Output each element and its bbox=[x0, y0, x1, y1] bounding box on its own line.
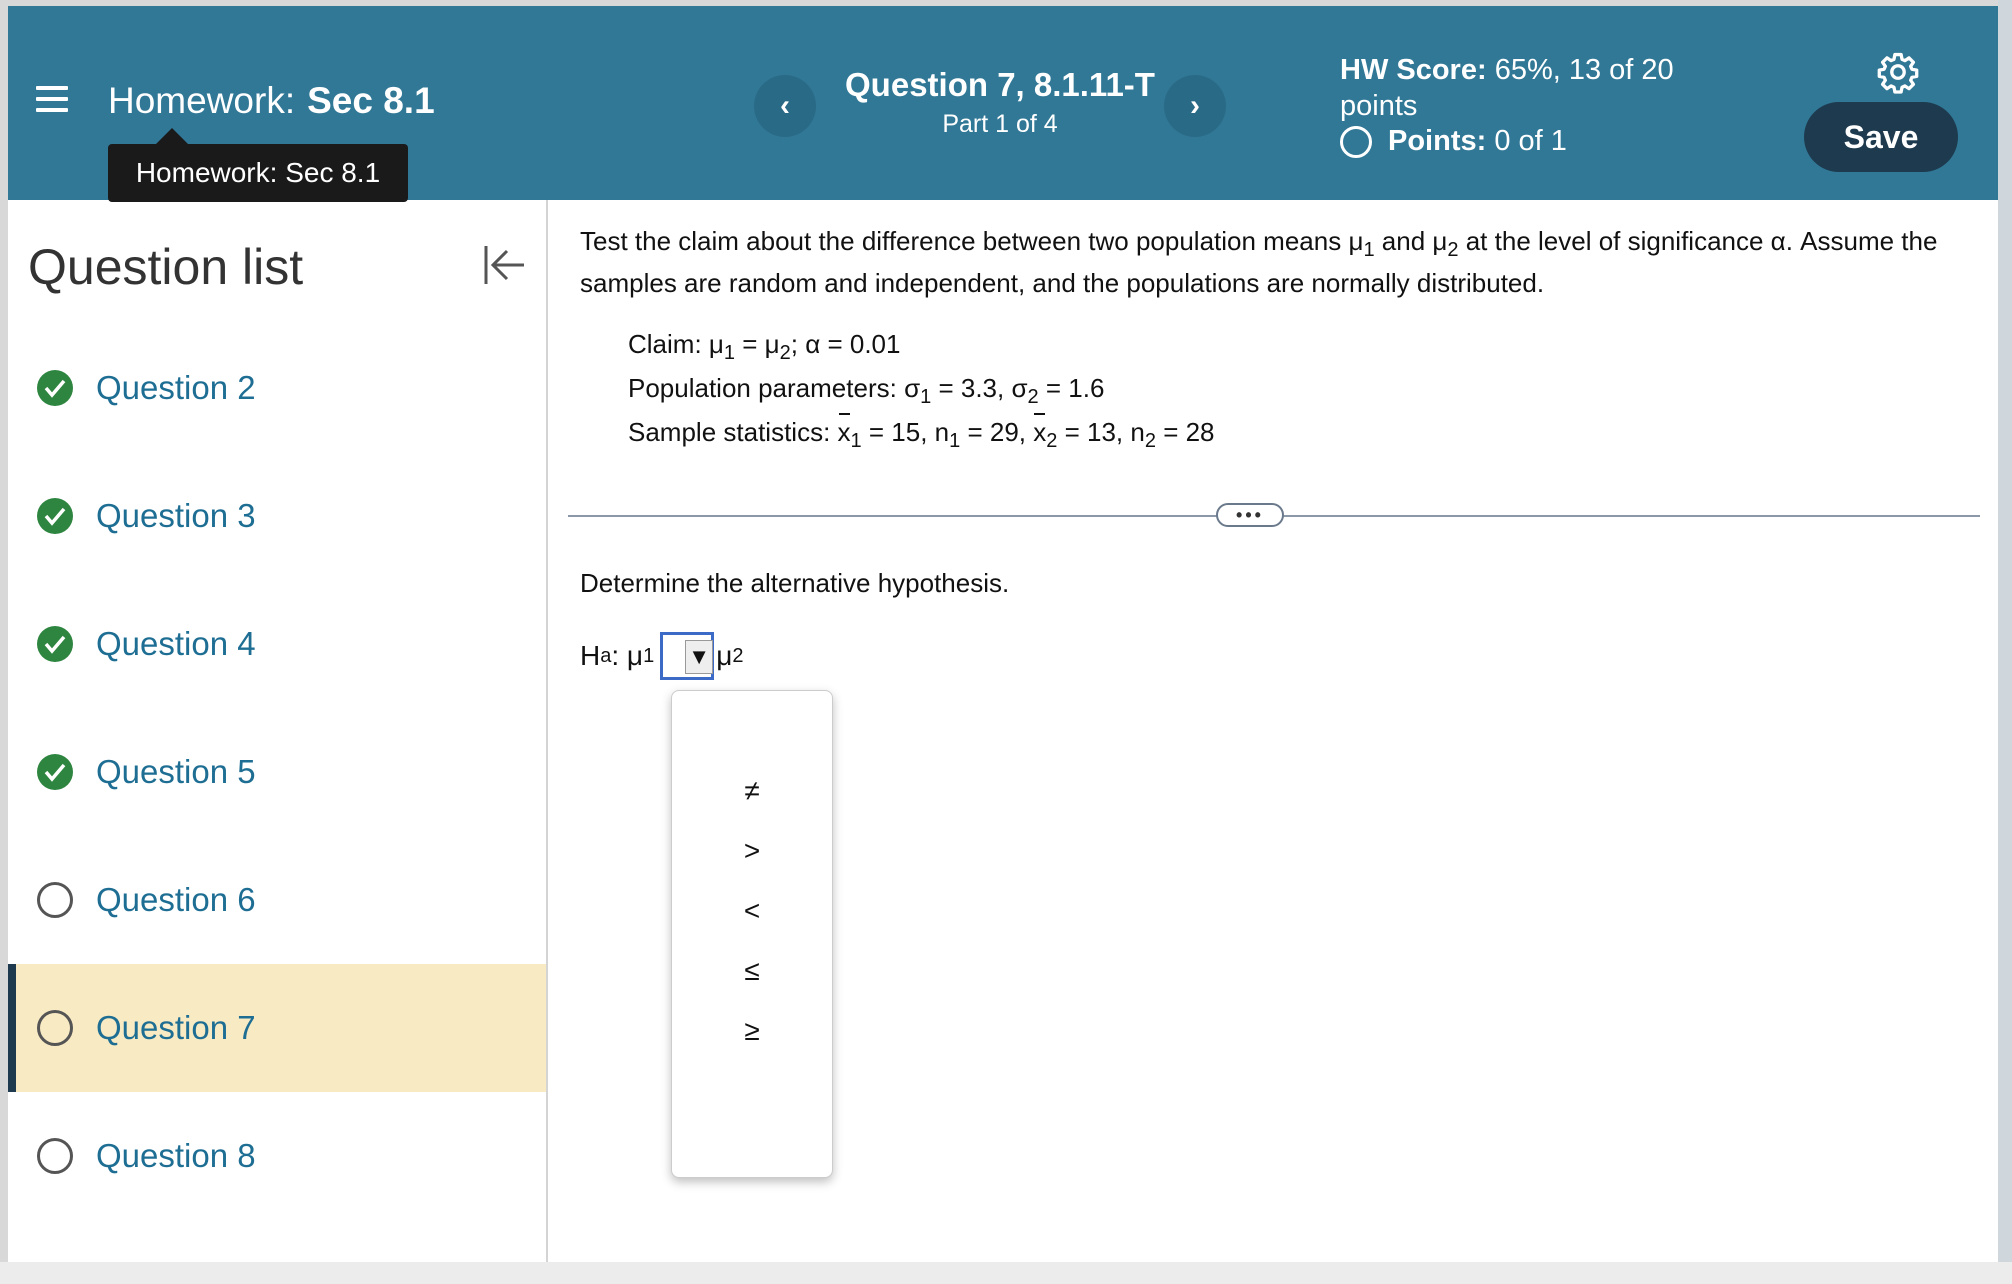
params-text: = 1.6 bbox=[1038, 373, 1105, 403]
points-value: 0 of 1 bbox=[1494, 125, 1567, 157]
question-item-label: Question 8 bbox=[96, 1137, 256, 1174]
question-content bbox=[548, 200, 1998, 1262]
alternative-hypothesis-row: H a : μ 1 ▼ μ 2 bbox=[580, 632, 743, 680]
subscript: 1 bbox=[1363, 239, 1375, 261]
checkmark-circle-icon bbox=[36, 753, 74, 791]
subscript: 1 bbox=[723, 342, 736, 364]
empty-circle-icon bbox=[36, 881, 74, 919]
question-part: Part 1 of 4 bbox=[942, 110, 1058, 138]
sigma-symbol: σ bbox=[904, 373, 921, 403]
option-less-than[interactable]: < bbox=[743, 895, 761, 926]
option-greater-equal[interactable]: ≥ bbox=[744, 1015, 760, 1046]
question-item-label: Question 2 bbox=[96, 369, 256, 406]
relation-select[interactable] bbox=[660, 632, 714, 680]
subscript: 2 bbox=[1144, 430, 1156, 452]
dropdown-arrow-icon: ▼ bbox=[685, 640, 713, 674]
question-item-2[interactable] bbox=[8, 324, 546, 452]
question-item-4[interactable] bbox=[8, 580, 546, 708]
option-greater-than[interactable]: > bbox=[743, 835, 761, 866]
save-button[interactable]: Save bbox=[1804, 102, 1958, 172]
gear-icon[interactable] bbox=[1876, 50, 1920, 94]
question-item-3[interactable] bbox=[8, 452, 546, 580]
checkmark-circle-icon bbox=[36, 625, 74, 663]
homework-tooltip: Homework: Sec 8.1 bbox=[108, 144, 408, 202]
claim-text: = μ bbox=[735, 329, 780, 359]
relation-dropdown-menu bbox=[671, 690, 833, 1178]
hw-score bbox=[1340, 52, 1690, 124]
homework-title[interactable] bbox=[108, 80, 435, 122]
intro-text: Test the claim about the difference between two population means μ bbox=[580, 226, 1364, 256]
checkmark-circle-icon bbox=[36, 369, 74, 407]
claim-text: ; α = 0.01 bbox=[790, 329, 901, 359]
next-question-button[interactable] bbox=[1164, 75, 1226, 137]
points-label: Points: bbox=[1388, 125, 1487, 157]
chevron-left-icon: ‹ bbox=[780, 89, 790, 122]
claim-line bbox=[628, 322, 1215, 366]
question-item-label: Question 6 bbox=[96, 881, 256, 918]
subscript: 1 bbox=[850, 430, 862, 452]
hw-score-value: 65%, 13 of 20 points bbox=[1340, 54, 1674, 122]
question-item-8[interactable] bbox=[8, 1092, 546, 1220]
hypothesis-h: H bbox=[580, 640, 601, 671]
subscript: 2 bbox=[779, 342, 791, 364]
question-instructions bbox=[580, 220, 1980, 304]
claim-label: Claim: bbox=[628, 329, 702, 359]
x-bar-symbol: x bbox=[1033, 410, 1046, 454]
intro-text: at the level of significance α. Assume the samples are random and independent, and the populations are normally distributed. bbox=[580, 226, 1938, 298]
points-status-icon bbox=[1340, 126, 1372, 158]
window-edge bbox=[1998, 0, 2012, 1284]
menu-icon[interactable] bbox=[36, 86, 68, 112]
app-window bbox=[8, 6, 1998, 1262]
subscript: 2 bbox=[1447, 239, 1459, 261]
subscript: 1 bbox=[949, 430, 961, 452]
subscript: 2 bbox=[1046, 430, 1058, 452]
empty-circle-icon bbox=[36, 1137, 74, 1175]
params-text: = 3.3, σ bbox=[931, 373, 1028, 403]
question-item-6[interactable] bbox=[8, 836, 546, 964]
points-status bbox=[1340, 125, 1567, 158]
hypothesis-text: : μ bbox=[611, 640, 644, 671]
stats-text: = 29, bbox=[960, 417, 1034, 447]
x-bar-symbol: x bbox=[838, 410, 851, 454]
mu-symbol: μ bbox=[716, 640, 733, 671]
population-parameters-line bbox=[628, 366, 1215, 410]
stats-text: = 13, n bbox=[1057, 417, 1145, 447]
given-information bbox=[628, 322, 1215, 454]
subscript: 1 bbox=[920, 386, 932, 408]
question-list-panel bbox=[8, 200, 548, 1262]
question-item-7-current[interactable] bbox=[8, 964, 546, 1092]
stats-text: = 28 bbox=[1155, 417, 1215, 447]
question-prompt: Determine the alternative hypothesis. bbox=[580, 568, 1010, 598]
stats-label: Sample statistics: bbox=[628, 417, 831, 447]
subscript: 2 bbox=[1027, 386, 1039, 408]
question-item-label: Question 7 bbox=[96, 1009, 256, 1046]
empty-circle-icon bbox=[36, 1009, 74, 1047]
question-item-label: Question 4 bbox=[96, 625, 256, 662]
checkmark-circle-icon bbox=[36, 497, 74, 535]
question-item-label: Question 3 bbox=[96, 497, 256, 534]
mu-symbol: μ bbox=[708, 329, 724, 359]
homework-section: Sec 8.1 bbox=[307, 80, 435, 121]
sample-statistics-line bbox=[628, 410, 1215, 454]
option-not-equal[interactable]: ≠ bbox=[744, 775, 760, 806]
intro-text: and μ bbox=[1374, 226, 1448, 256]
expand-handle[interactable]: ••• bbox=[1216, 503, 1284, 527]
question-item-label: Question 5 bbox=[96, 753, 256, 790]
params-label: Population parameters: bbox=[628, 373, 897, 403]
option-less-equal[interactable]: ≤ bbox=[744, 955, 760, 986]
question-list-title: Question list bbox=[28, 239, 304, 295]
question-item-5[interactable] bbox=[8, 708, 546, 836]
homework-label: Homework: bbox=[108, 80, 296, 121]
question-title: Question 7, 8.1.11-T bbox=[845, 66, 1155, 103]
chevron-right-icon: › bbox=[1190, 89, 1200, 122]
stats-text: = 15, n bbox=[861, 417, 950, 447]
collapse-panel-icon[interactable] bbox=[478, 240, 528, 290]
hw-score-label: HW Score: bbox=[1340, 54, 1487, 86]
bottom-strip bbox=[0, 1262, 2012, 1284]
